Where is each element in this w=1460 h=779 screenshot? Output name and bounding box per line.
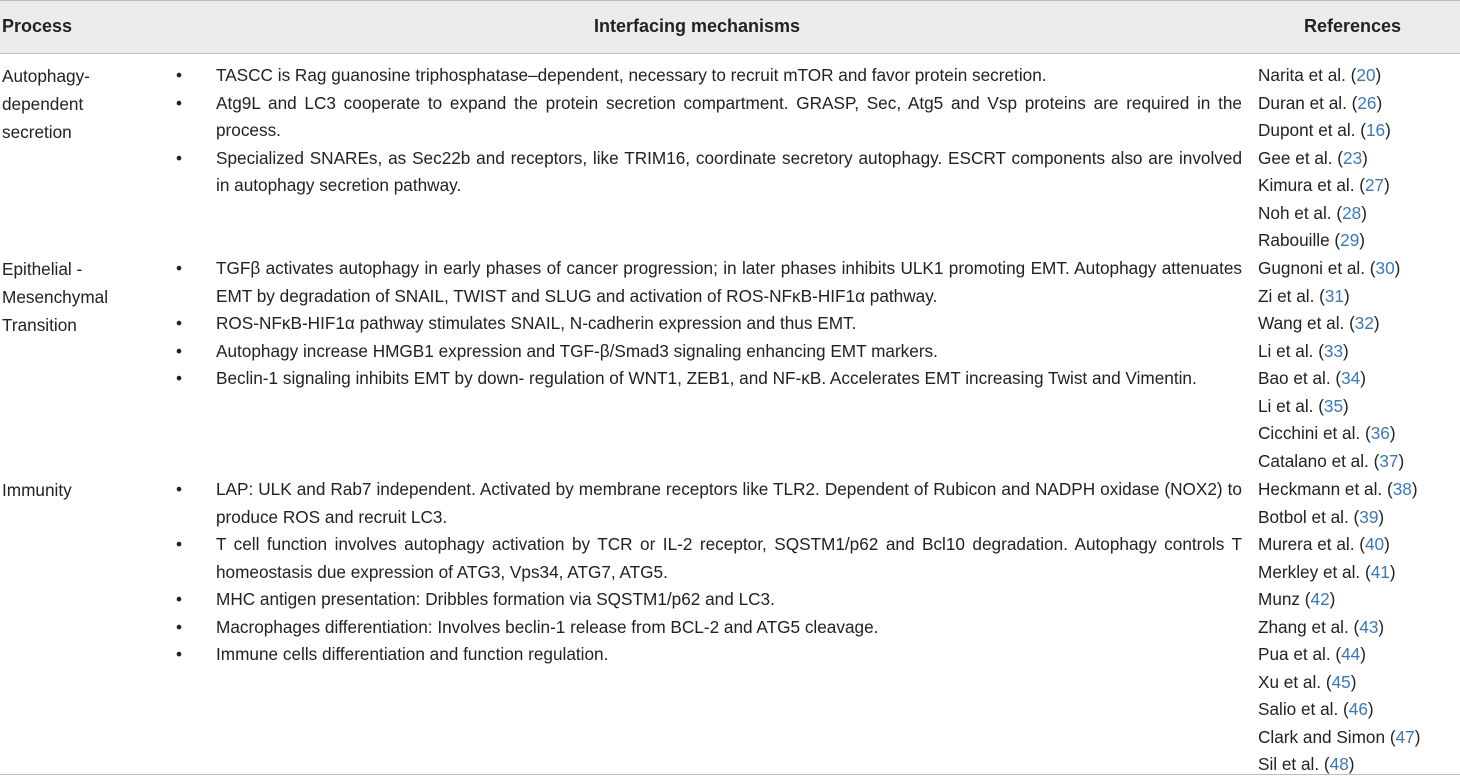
reference[interactable]: Zhang et al. (43)	[1258, 616, 1385, 637]
process-cell: Epithelial - Mesenchymal Transition	[2, 259, 109, 335]
reference[interactable]: Cicchini et al. (36)	[1258, 423, 1396, 443]
reference[interactable]: Gugnoni et al. (30)	[1258, 258, 1401, 278]
reference[interactable]: Dupont et al. (16)	[1258, 120, 1391, 140]
list-item: • MHC antigen presentation: Dribbles formation via SQSTM1/p62 and LC3.	[176, 589, 775, 609]
process-cell: Immunity	[2, 480, 72, 500]
header-mechanisms: Interfacing mechanisms	[594, 16, 801, 36]
list-item: • TASCC is Rag guanosine triphosphatase–dependent, necessary to recruit mTOR and favor protein secretion.	[176, 65, 1047, 85]
reference[interactable]: Heckmann et al. (38)	[1258, 479, 1418, 499]
references-cell	[1258, 62, 1458, 255]
reference[interactable]: Munz (42)	[1258, 589, 1336, 609]
reference[interactable]: Noh et al. (28)	[1258, 202, 1367, 223]
reference[interactable]: Duran et al. (26)	[1258, 92, 1383, 113]
reference[interactable]: Li et al. (35)	[1258, 395, 1349, 416]
mechanism-list	[176, 476, 1242, 669]
reference[interactable]: Zi et al. (31)	[1258, 285, 1350, 306]
reference[interactable]: Rabouille (29)	[1258, 230, 1366, 250]
reference[interactable]: Merkley et al. (41)	[1258, 561, 1396, 582]
reference[interactable]: Catalano et al. (37)	[1258, 450, 1405, 471]
list-item: • Atg9L and LC3 cooperate to expand the protein secretion compartment. GRASP, Sec, Atg5 and Vsp proteins are required in the process.	[176, 92, 1242, 140]
mechanism-list	[176, 255, 1242, 393]
list-item: • TGFβ activates autophagy in early phases of cancer progression; in later phases inhibits ULK1 promoting EMT. Autophagy attenuates EMT by degradation of SNAIL, TWIST and SLUG and activation of ROS-NFκB-HIF1α pathway.	[176, 258, 1242, 306]
reference[interactable]: Li et al. (33)	[1258, 340, 1349, 361]
reference[interactable]: Gee et al. (23)	[1258, 147, 1368, 168]
list-item: • Specialized SNAREs, as Sec22b and receptors, like TRIM16, coordinate secretory autophagy. ESCRT components also are involved in autophagy secretion pathway.	[176, 147, 1242, 195]
table-header	[0, 0, 1460, 54]
list-item: • LAP: ULK and Rab7 independent. Activated by membrane receptors like TLR2. Dependent of Rubicon and NADPH oxidase (NOX2) to produce ROS and recruit LC3.	[176, 479, 1242, 527]
reference[interactable]: Salio et al. (46)	[1258, 699, 1374, 719]
list-item: • Immune cells differentiation and function regulation.	[176, 644, 609, 664]
references-cell	[1258, 476, 1458, 779]
mechanism-list	[176, 62, 1242, 200]
header-process: Process	[2, 16, 73, 36]
reference[interactable]: Sil et al. (48)	[1258, 754, 1355, 774]
reference[interactable]: Pua et al. (44)	[1258, 644, 1366, 664]
reference[interactable]: Kimura et al. (27)	[1258, 175, 1390, 195]
list-item: • Beclin-1 signaling inhibits EMT by down- regulation of WNT1, ZEB1, and NF-κB. Accelerates EMT increasing Twist and Vimentin.	[176, 368, 1197, 388]
header-references: References	[1304, 16, 1402, 36]
process-cell: Autophagy- dependent secretion	[2, 66, 90, 142]
list-item: • ROS-NFκB-HIF1α pathway stimulates SNAIL, N-cadherin expression and thus EMT.	[176, 313, 857, 333]
list-item: • T cell function involves autophagy activation by TCR or IL-2 receptor, SQSTM1/p62 and Bcl10 degradation. Autophagy controls T homeostasis due expression of ATG3, Vps34, ATG7, ATG5.	[176, 534, 1242, 582]
reference[interactable]: Botbol et al. (39)	[1258, 506, 1385, 527]
list-item: • Autophagy increase HMGB1 expression and TGF-β/Smad3 signaling enhancing EMT markers.	[176, 340, 938, 361]
reference[interactable]: Narita et al. (20)	[1258, 65, 1382, 85]
reference[interactable]: Bao et al. (34)	[1258, 368, 1366, 388]
list-item: • Macrophages differentiation: Involves beclin-1 release from BCL-2 and ATG5 cleavage.	[176, 616, 879, 637]
references-cell	[1258, 255, 1458, 475]
reference[interactable]: Xu et al. (45)	[1258, 671, 1357, 692]
reference[interactable]: Clark and Simon (47)	[1258, 726, 1421, 747]
reference[interactable]: Wang et al. (32)	[1258, 313, 1380, 333]
reference[interactable]: Murera et al. (40)	[1258, 534, 1390, 554]
